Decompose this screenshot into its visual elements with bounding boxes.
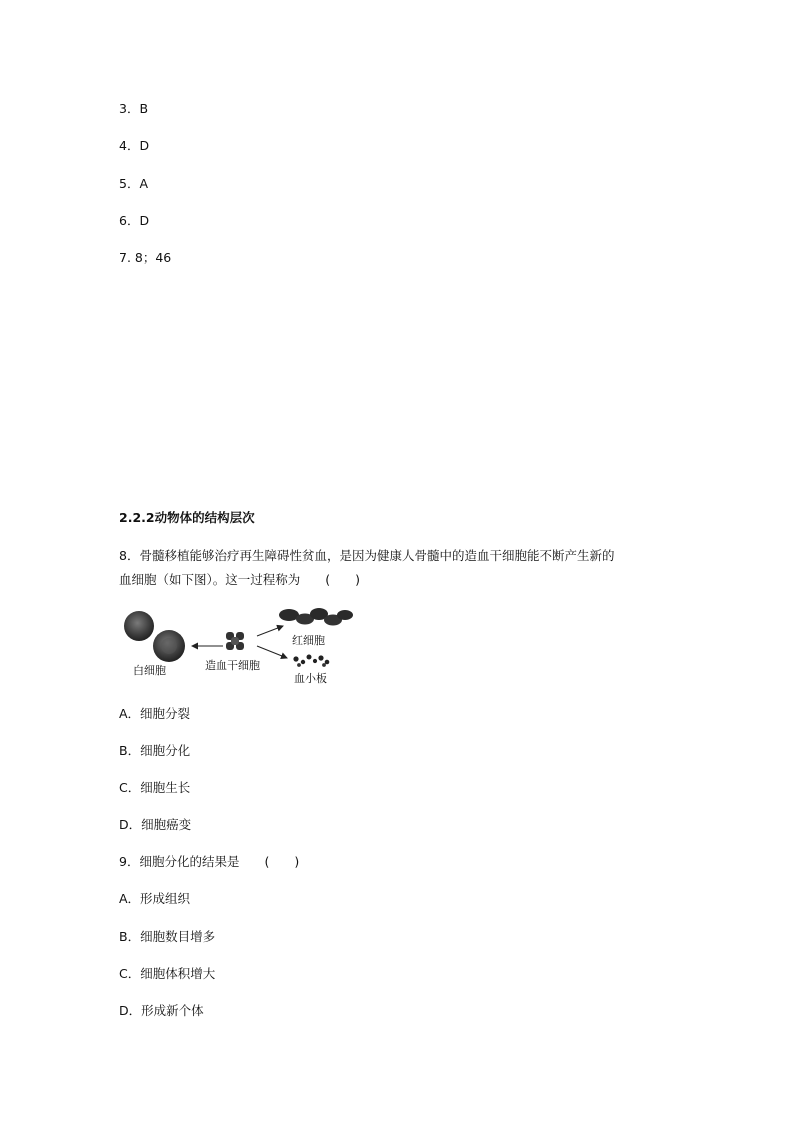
question-9-option-c: C．细胞体积增大 bbox=[119, 966, 216, 981]
arrow-to-platelet bbox=[257, 646, 287, 658]
red-cell-label: 红细胞 bbox=[292, 634, 325, 647]
answer-5: 5．A bbox=[119, 176, 149, 191]
platelet-image bbox=[293, 655, 329, 667]
question-9-option-b: B．细胞数目增多 bbox=[119, 929, 216, 944]
answer-3: 3．B bbox=[119, 101, 149, 116]
white-cell-label: 白细胞 bbox=[133, 664, 166, 677]
platelet-label: 血小板 bbox=[294, 672, 327, 685]
question-8-option-a: A．细胞分裂 bbox=[119, 706, 191, 721]
answer-6: 6．D bbox=[119, 213, 150, 228]
red-blood-cell-image bbox=[279, 608, 353, 626]
arrow-to-red-cell bbox=[257, 626, 283, 636]
answer-4: 4．D bbox=[119, 138, 150, 153]
section-heading: 2.2.2动物体的结构层次 bbox=[119, 510, 255, 525]
white-blood-cell-image bbox=[124, 611, 185, 662]
answer-7: 7. 8；46 bbox=[119, 250, 172, 265]
question-8-option-c: C．细胞生长 bbox=[119, 780, 191, 795]
question-9-stem: 9．细胞分化的结果是 ( ) bbox=[119, 854, 300, 869]
stem-cell-image bbox=[226, 632, 244, 650]
question-8-stem-line-1: 8．骨髓移植能够治疗再生障碍性贫血，是因为健康人骨髓中的造血干细胞能不断产生新的 bbox=[119, 548, 615, 563]
stem-cell-label: 造血干细胞 bbox=[205, 659, 260, 672]
blood-cell-differentiation-figure bbox=[119, 604, 359, 688]
question-8-option-d: D．细胞癌变 bbox=[119, 817, 192, 832]
question-8-option-b: B．细胞分化 bbox=[119, 743, 191, 758]
question-8-stem-line-2: 血细胞（如下图）。这一过程称为 ( ) bbox=[119, 572, 361, 587]
question-9-option-d: D．形成新个体 bbox=[119, 1003, 204, 1018]
question-9-option-a: A．形成组织 bbox=[119, 891, 191, 906]
